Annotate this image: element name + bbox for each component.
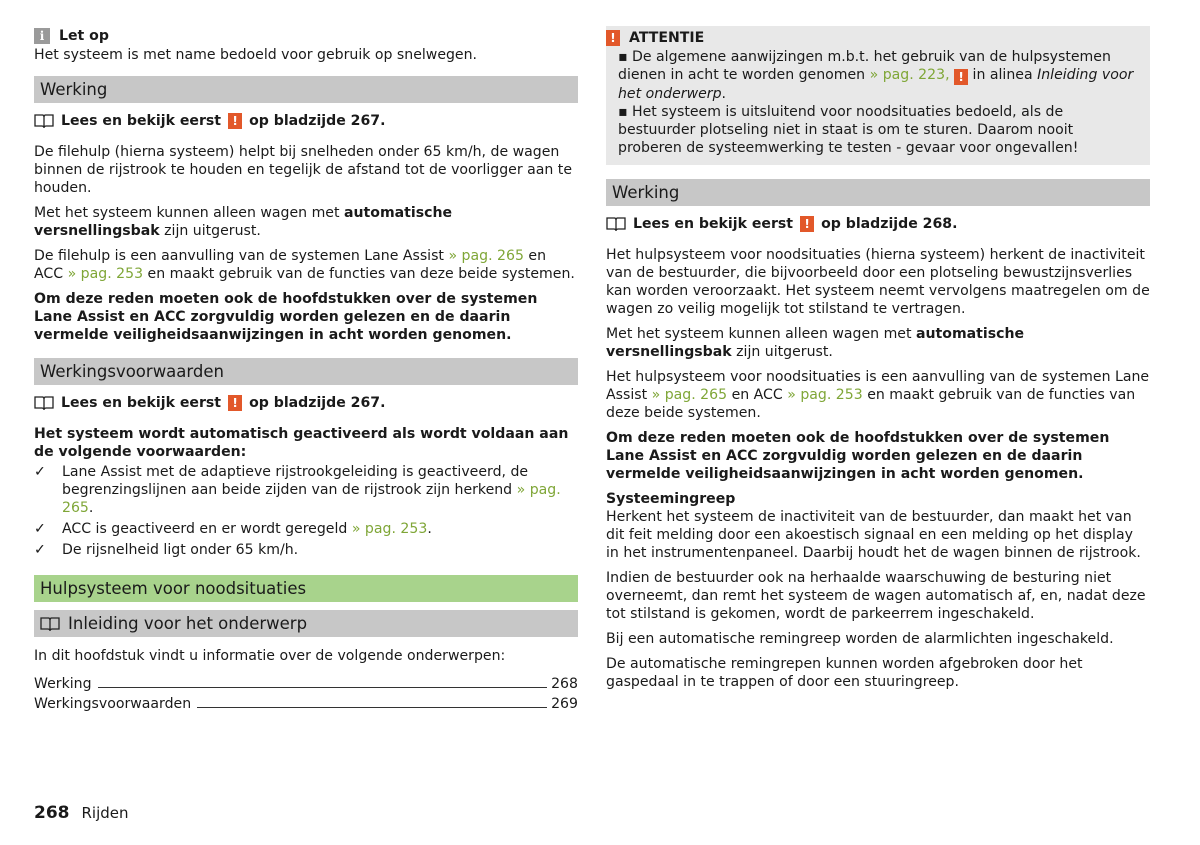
section-heading-werking: Werking [606,179,1150,206]
section-heading-werking: Werking [34,76,578,103]
paragraph: Het hulpsysteem voor noodsituaties is een aanvulling van de systemen Lane Assist » pag. 265 en ACC » pag. 253 en maakt gebruik van de functies van deze beide systemen. [606,369,1150,421]
paragraph-bold: Om deze reden moeten ook de hoofdstukken over de systemen Lane Assist en ACC zorgvuldig worden gelezen en de daarin vermelde veiligheidsaanwijzingen in acht worden genomen. [34,291,538,343]
read-first-text: Lees en bekijk eerst [61,395,222,411]
warning-icon: ! [606,30,620,46]
paragraph: Herkent het systeem de inactiviteit van de bestuurder, dan maakt het van dit feit melding door een akoestisch signaal en een melding op het display in het instrumentenpaneel. Daarbij houdt het de wagen binnen de rijstrook. [606,509,1141,561]
chapter-label: Rijden [81,804,129,822]
warning-icon: ! [800,216,814,232]
page-link[interactable]: » pag. 265 [448,248,524,264]
page-link[interactable]: » pag. 253 [67,266,144,282]
paragraph: De filehulp is een aanvulling van de systemen Lane Assist » pag. 265 en ACC » pag. 253 en maakt gebruik van de functies van deze beide systemen. [34,248,575,282]
note-title: Let op [59,28,109,44]
section-heading-werkingsvoorwaarden: Werkingsvoorwaarden [34,358,578,385]
check-icon: ✓ [34,521,46,537]
read-first-page-link[interactable]: op bladzijde 267. [249,113,386,129]
warning-icon: ! [228,395,242,411]
warning-bullet: ▪ De algemene aanwijzingen m.b.t. het gebruik van de hulpsystemen dienen in acht te worden genomen » pag. 223, ! in alinea Inleiding voor het onderwerp. [618,49,1134,102]
check-icon: ✓ [34,464,46,480]
read-first-text: Lees en bekijk eerst [61,113,222,129]
warning-bullet: ▪ Het systeem is uitsluitend voor noodsituaties bedoeld, als de bestuurder plotseling niet in staat is om te sturen. Daarom nooit proberen de systeemwerking te testen - gevaar voor ongevallen! [618,104,1079,156]
paragraph: Met het systeem kunnen alleen wagen met automatische versnellingsbak zijn uitgerust. [34,205,453,239]
list-item: ✓ De rijsnelheid ligt onder 65 km/h. [34,542,299,558]
toc-row[interactable]: Werking 268 [34,676,578,692]
read-first-text: Lees en bekijk eerst [633,216,794,232]
warning-box [606,26,1150,165]
read-first-page-link[interactable]: op bladzijde 268. [821,216,958,232]
paragraph: Het hulpsysteem voor noodsituaties (hierna systeem) herkent de inactiviteit van de bestuurder, die bijvoorbeeld door een plotseling bewustzijnsverlies kan worden veroorzaakt. Het systeem neemt vervolgens maatregelen om de wagen zo veilig mogelijk tot stilstand te vertragen. [606,247,1150,317]
read-first-line [34,393,578,413]
page-link[interactable]: » pag. 253 [351,521,428,537]
note-header [34,26,578,46]
list-item: ✓ ACC is geactiveerd en er wordt geregeld » pag. 253. [34,521,432,537]
page-footer [34,803,129,823]
warning-icon: ! [954,69,968,85]
check-icon: ✓ [34,542,46,558]
read-first-line [34,111,578,131]
page-number: 268 [34,803,70,823]
subsection-heading-inleiding: Inleiding voor het onderwerp [34,610,578,637]
read-first-line [606,214,1150,234]
left-column [34,26,578,713]
subheading: Systeemingreep [606,491,736,507]
book-icon [34,396,54,410]
page-link[interactable]: » pag. 223, [869,67,950,83]
paragraph: Indien de bestuurder ook na herhaalde waarschuwing de besturing niet overneemt, dan remt het systeem de wagen automatisch af, en, nadat deze tot stilstand is gekomen, wordt de parkeerrem ingeschakeld. [606,570,1146,622]
book-icon [606,217,626,231]
book-icon [40,617,60,631]
warning-header [606,28,1140,48]
paragraph: Bij een automatische remingreep worden de alarmlichten ingeschakeld. [606,631,1114,647]
conditions-list [34,463,578,559]
list-item: ✓ Lane Assist met de adaptieve rijstrookgeleiding is geactiveerd, de begrenzingslijnen aan beide zijden van de rijstrook zijn herkend » pag. 265. [34,464,561,516]
right-column [606,26,1150,698]
page-link[interactable]: » pag. 253 [787,387,863,403]
section-heading-hulpsysteem: Hulpsysteem voor noodsituaties [34,575,578,602]
paragraph: Met het systeem kunnen alleen wagen met automatische versnellingsbak zijn uitgerust. [606,326,1025,360]
read-first-page-link[interactable]: op bladzijde 267. [249,395,386,411]
page-link[interactable]: » pag. 265 [651,387,728,403]
warning-icon: ! [228,113,242,129]
conditions-intro: Het systeem wordt automatisch geactiveerd als wordt voldaan aan de volgende voorwaarden: [34,426,569,460]
paragraph: De filehulp (hierna systeem) helpt bij snelheden onder 65 km/h, de wagen binnen de rijstrook te houden en tegelijk de afstand tot de voorligger aan te houden. [34,144,572,196]
note-text: Het systeem is met name bedoeld voor gebruik op snelwegen. [34,47,478,63]
paragraph-bold: Om deze reden moeten ook de hoofdstukken over de systemen Lane Assist en ACC zorgvuldig worden gelezen en de daarin vermelde veiligheidsaanwijzingen in acht worden genomen. [606,430,1110,482]
warning-title: ATTENTIE [629,30,705,46]
page-link[interactable]: » pag. 265 [62,482,561,516]
book-icon [34,114,54,128]
paragraph: De automatische remingrepen kunnen worden afgebroken door het gaspedaal in te trappen of door een stuuringreep. [606,656,1083,690]
info-icon: i [34,28,50,44]
toc-intro: In dit hoofdstuk vindt u informatie over de volgende onderwerpen: [34,648,506,664]
toc-row[interactable]: Werkingsvoorwaarden 269 [34,696,578,712]
